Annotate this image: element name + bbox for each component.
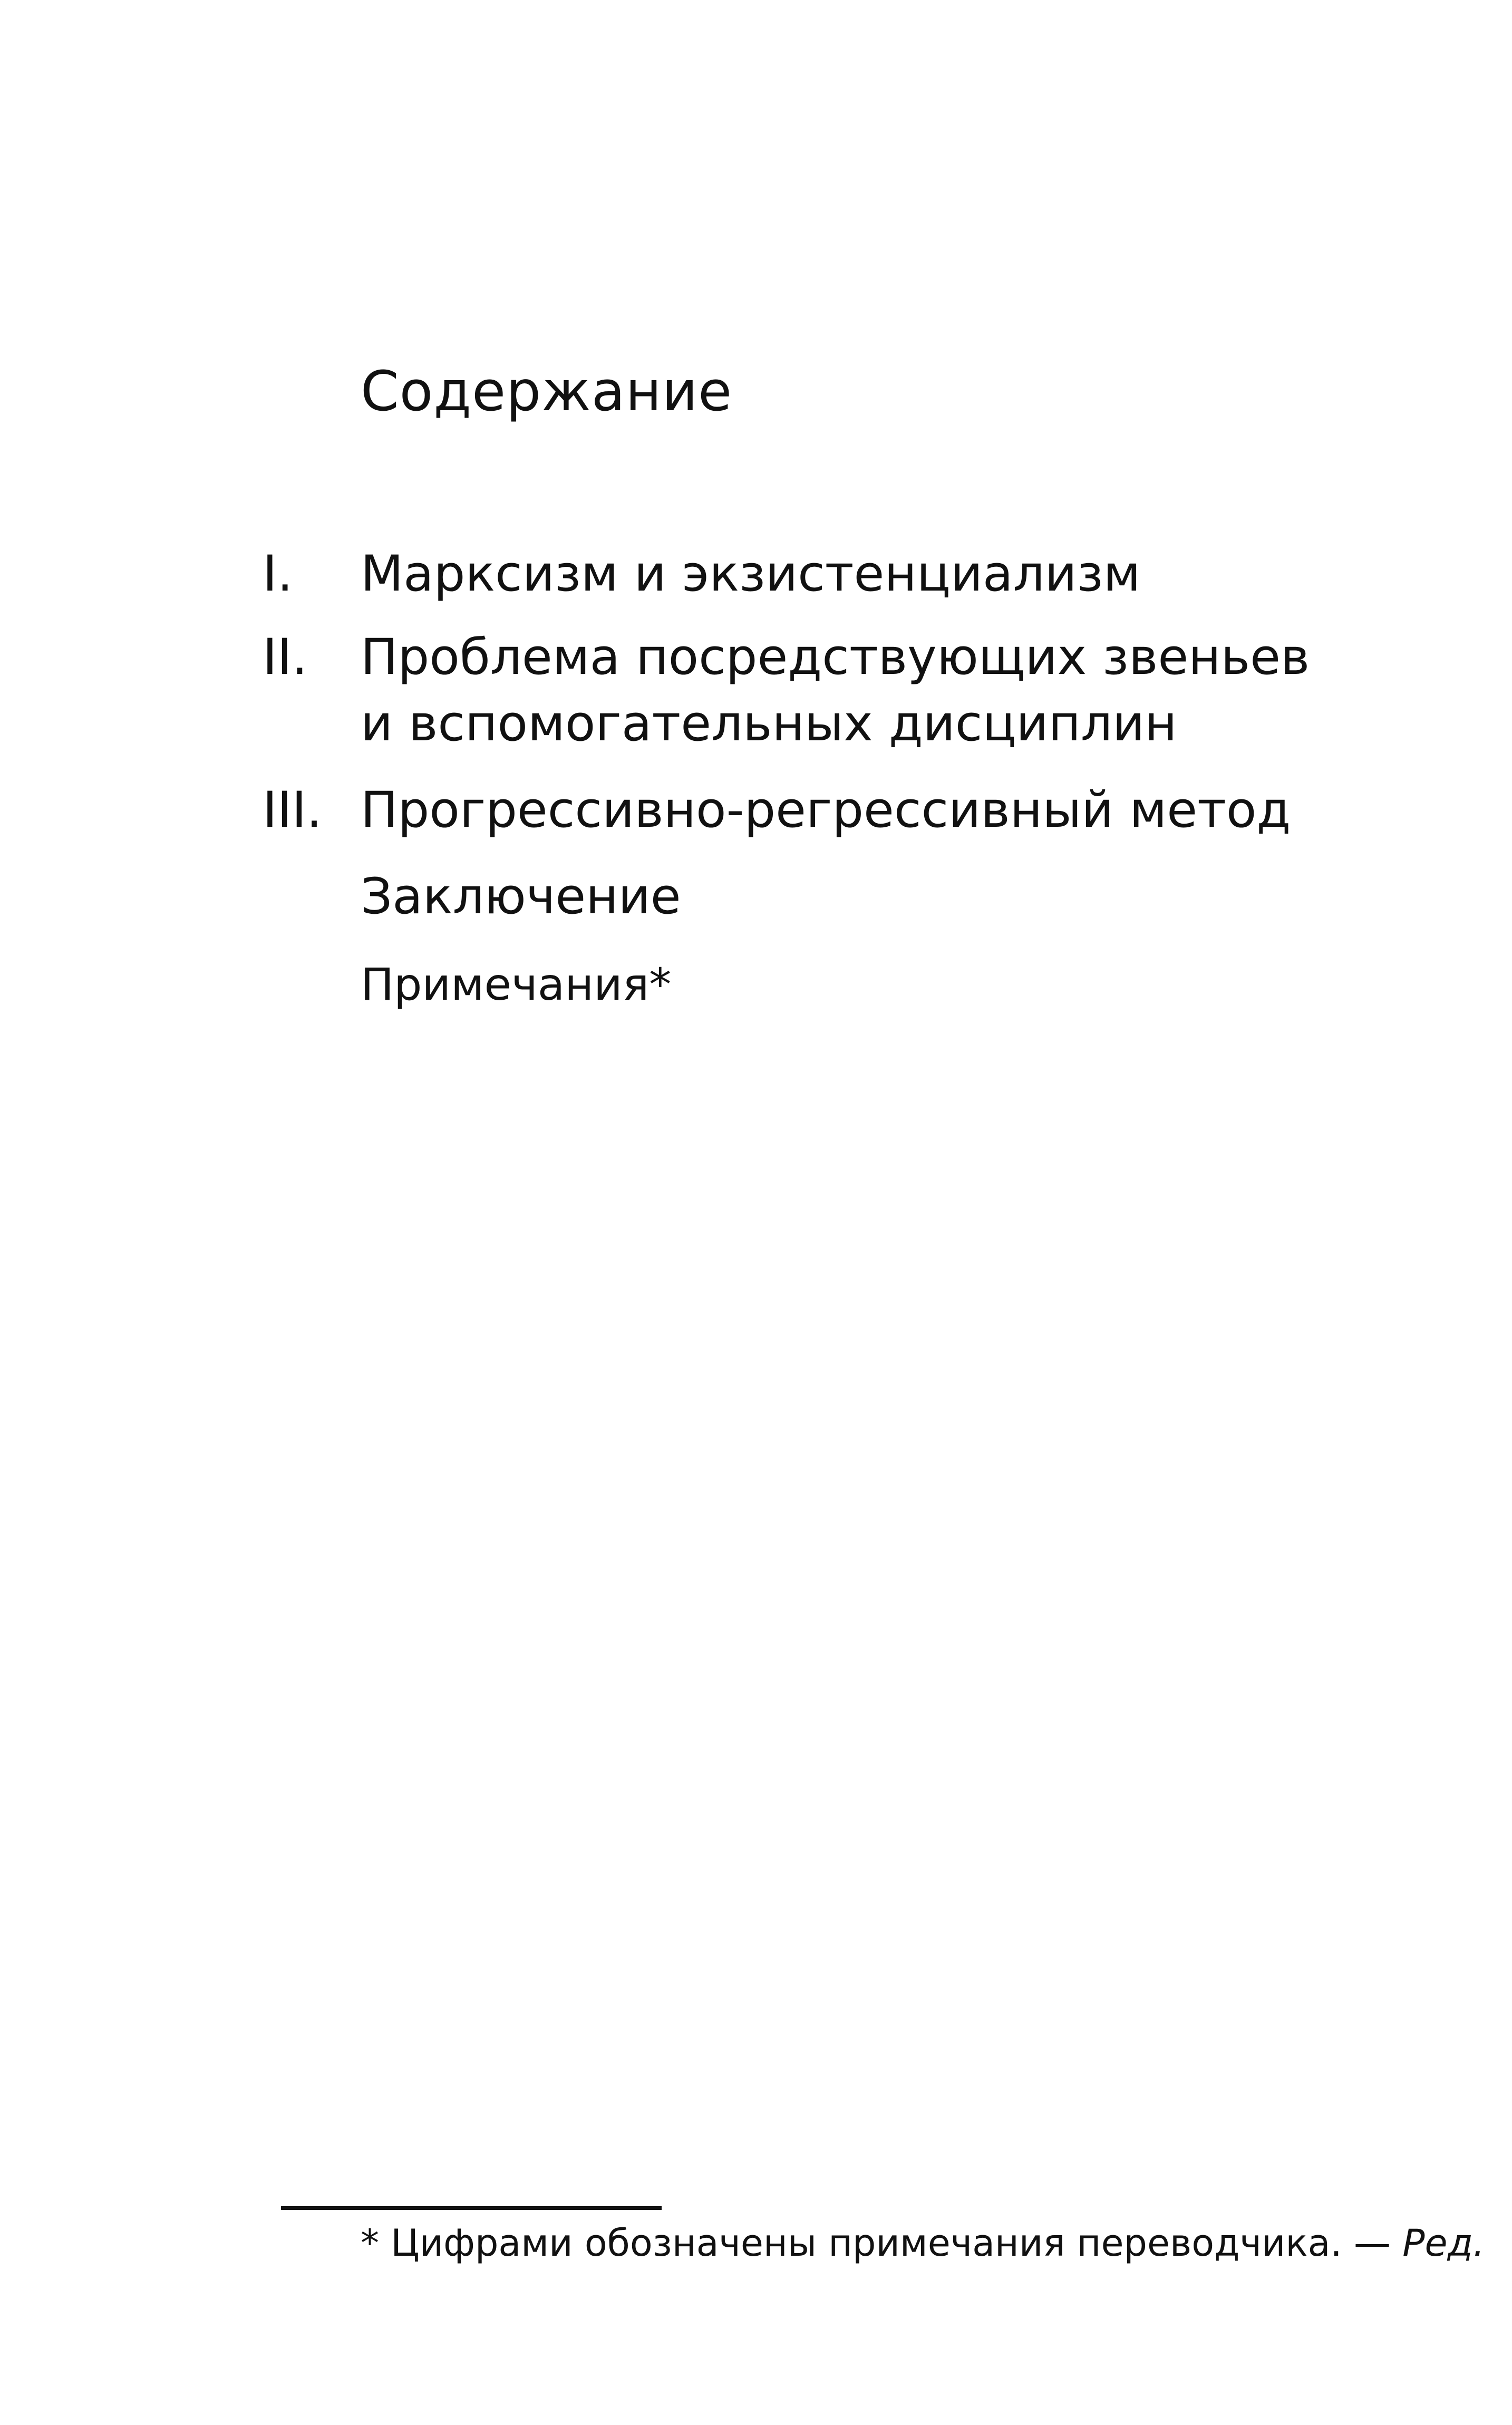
footnote-text: * Цифрами обозначены примечания переводчика. — xyxy=(361,2221,1391,2265)
toc-entry-title: Примечания* xyxy=(361,959,672,1010)
toc-entry-number: III. xyxy=(263,781,323,839)
footnote xyxy=(361,2222,1485,2265)
toc-entry-conclusion xyxy=(263,855,1317,939)
toc-entry-title: Прогрессивно-регрессивный метод xyxy=(361,781,1291,839)
toc-entry-title: Проблема посредствующих звеньев xyxy=(361,629,1310,686)
footnote-editor-mark: Ред. xyxy=(1402,2221,1485,2265)
toc-entry-notes xyxy=(263,943,1317,1026)
toc-entry-number: II. xyxy=(263,629,308,686)
toc-entry-title-line-2: и вспомогательных дисциплин xyxy=(361,695,1177,752)
footnote-divider xyxy=(281,2206,662,2210)
toc-entry-title: Марксизм и экзистенциализм xyxy=(361,545,1141,603)
toc-entry-number: I. xyxy=(263,545,293,603)
toc-entry-title: Заключение xyxy=(361,868,681,925)
toc-entry-3 xyxy=(263,769,1317,852)
toc-entry-1 xyxy=(263,533,1317,616)
page-title: Содержание xyxy=(361,359,733,423)
toc-entry-2-continuation xyxy=(263,682,1317,766)
